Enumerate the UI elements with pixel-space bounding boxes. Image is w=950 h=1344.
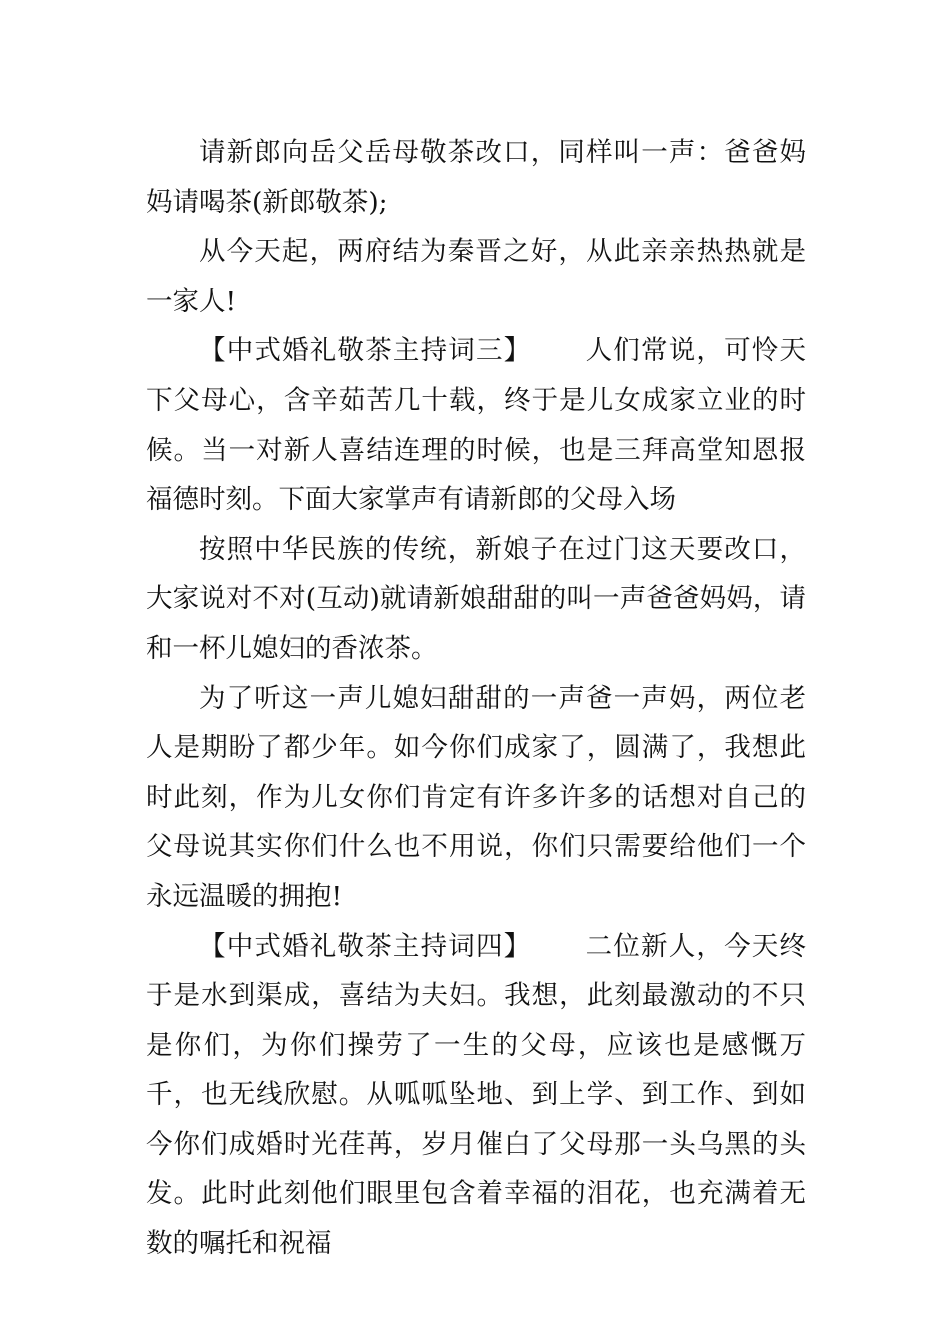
- paragraph-text: 为了听这一声儿媳妇甜甜的一声爸一声妈，两位老人是期盼了都少年。如今你们成家了，圆满了，我想此时此刻，作为儿女你们肯定有许多许多的话想对自己的父母说其实你们什么也不用说，你们只需要给他们一个永远温暖的拥抱!: [146, 682, 806, 912]
- document-body: [146, 128, 806, 1269]
- section-heading: 【中式婚礼敬茶主持词三】: [199, 335, 532, 367]
- paragraph: [146, 525, 806, 674]
- paragraph: [146, 922, 806, 1269]
- paragraph-text: 按照中华民族的传统，新娘子在过门这天要改口，大家说对不对(互动)就请新娘甜甜的叫一声爸爸妈妈，请和一杯儿媳妇的香浓茶。: [146, 533, 806, 664]
- paragraph-text: 人们常说，可怜天下父母心，含辛茹苦几十载，终于是儿女成家立业的时候。当一对新人喜结连理的时候，也是三拜高堂知恩报福德时刻。下面大家掌声有请新郎的父母入场: [146, 335, 807, 516]
- paragraph: [146, 128, 806, 227]
- paragraph-text: 请新郎向岳父岳母敬茶改口，同样叫一声：爸爸妈妈请喝茶(新郎敬茶);: [146, 137, 806, 218]
- section-heading: 【中式婚礼敬茶主持词四】: [199, 930, 532, 962]
- paragraph: [146, 227, 806, 326]
- paragraph: [146, 674, 806, 922]
- paragraph-text: 二位新人，今天终于是水到渠成，喜结为夫妇。我想，此刻最激动的不只是你们，为你们操劳了一生的父母，应该也是感慨万千，也无线欣慰。从呱呱坠地、到上学、到工作、到如今你们成婚时光荏苒，岁月催白了父母那一头乌黑的头发。此时此刻他们眼里包含着幸福的泪花，也充满着无数的嘱托和祝福: [146, 930, 807, 1260]
- paragraph: [146, 326, 806, 524]
- paragraph-text: 从今天起，两府结为秦晋之好，从此亲亲热热就是一家人!: [146, 236, 806, 317]
